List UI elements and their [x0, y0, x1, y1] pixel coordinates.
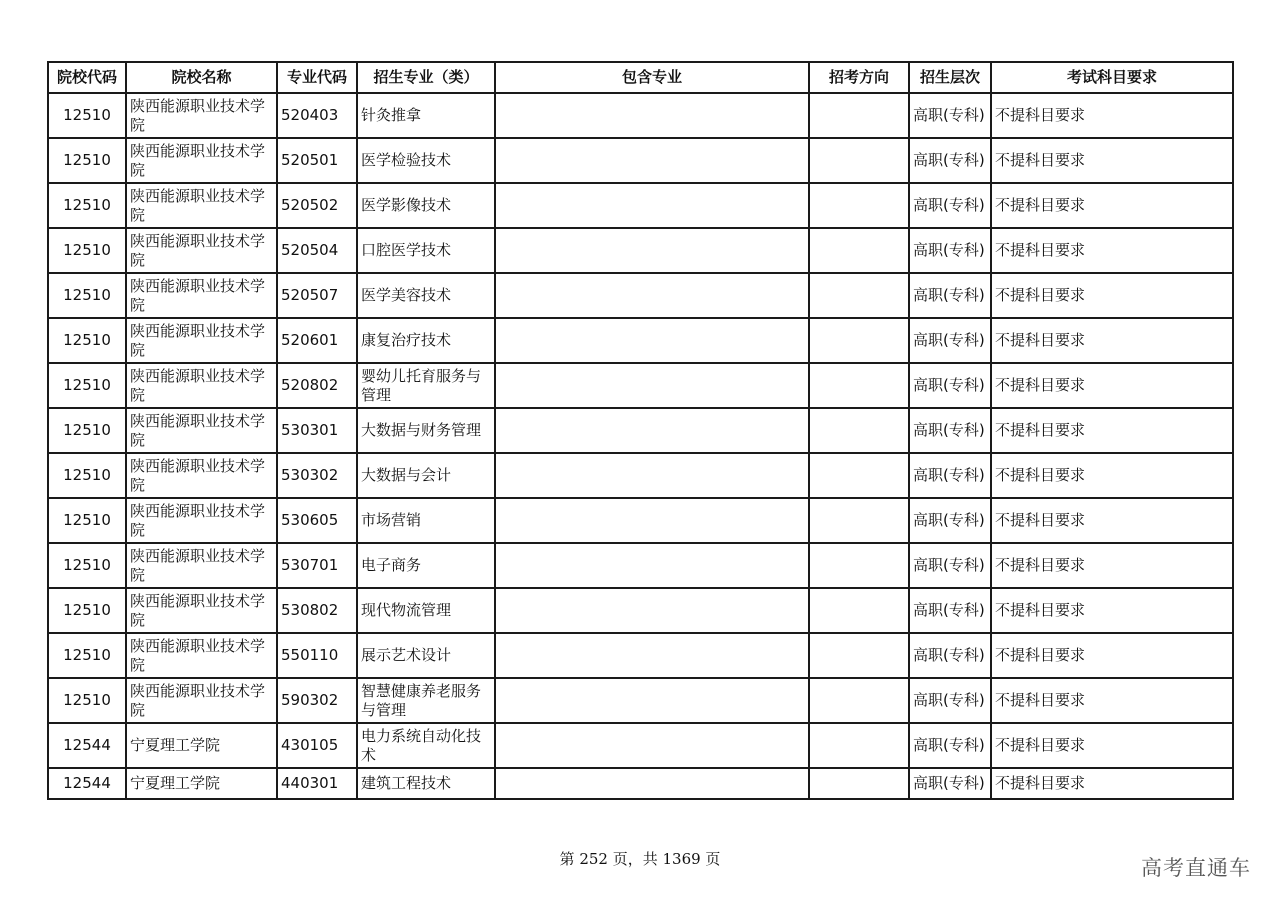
cell-major-code: 440301 [277, 768, 357, 799]
cell-school-code: 12510 [48, 453, 126, 498]
cell-requirement: 不提科目要求 [991, 363, 1233, 408]
cell-major-code: 530701 [277, 543, 357, 588]
cell-direction [809, 408, 909, 453]
cell-school-name: 陕西能源职业技术学院 [126, 498, 277, 543]
cell-included-majors [495, 273, 809, 318]
table-body [48, 93, 1233, 799]
cell-level: 高职(专科) [909, 678, 991, 723]
cell-school-code: 12510 [48, 318, 126, 363]
cell-school-code: 12544 [48, 723, 126, 768]
cell-major: 针灸推拿 [357, 93, 495, 138]
cell-school-code: 12510 [48, 678, 126, 723]
cell-requirement: 不提科目要求 [991, 318, 1233, 363]
cell-requirement: 不提科目要求 [991, 228, 1233, 273]
table-row [48, 498, 1233, 543]
cell-school-name: 陕西能源职业技术学院 [126, 93, 277, 138]
cell-direction [809, 273, 909, 318]
cell-major: 现代物流管理 [357, 588, 495, 633]
cell-major: 口腔医学技术 [357, 228, 495, 273]
cell-major: 康复治疗技术 [357, 318, 495, 363]
header-school-name: 院校名称 [126, 62, 277, 93]
header-major: 招生专业（类） [357, 62, 495, 93]
cell-school-name: 陕西能源职业技术学院 [126, 453, 277, 498]
cell-requirement: 不提科目要求 [991, 453, 1233, 498]
cell-direction [809, 543, 909, 588]
cell-school-name: 陕西能源职业技术学院 [126, 138, 277, 183]
header-included-majors: 包含专业 [495, 62, 809, 93]
cell-major-code: 430105 [277, 723, 357, 768]
cell-school-name: 陕西能源职业技术学院 [126, 678, 277, 723]
cell-major: 医学影像技术 [357, 183, 495, 228]
watermark: 高考直通车 [1141, 856, 1251, 880]
cell-major: 电子商务 [357, 543, 495, 588]
cell-requirement: 不提科目要求 [991, 543, 1233, 588]
cell-level: 高职(专科) [909, 453, 991, 498]
cell-major-code: 520601 [277, 318, 357, 363]
cell-included-majors [495, 93, 809, 138]
cell-level: 高职(专科) [909, 768, 991, 799]
cell-school-name: 陕西能源职业技术学院 [126, 228, 277, 273]
cell-direction [809, 633, 909, 678]
cell-major: 市场营销 [357, 498, 495, 543]
cell-included-majors [495, 408, 809, 453]
cell-included-majors [495, 228, 809, 273]
cell-school-code: 12510 [48, 273, 126, 318]
cell-major-code: 550110 [277, 633, 357, 678]
cell-major-code: 530301 [277, 408, 357, 453]
cell-direction [809, 588, 909, 633]
cell-direction [809, 453, 909, 498]
cell-school-code: 12510 [48, 588, 126, 633]
cell-included-majors [495, 678, 809, 723]
cell-requirement: 不提科目要求 [991, 498, 1233, 543]
cell-school-name: 宁夏理工学院 [126, 723, 277, 768]
cell-major-code: 530302 [277, 453, 357, 498]
cell-included-majors [495, 363, 809, 408]
cell-direction [809, 318, 909, 363]
table-row [48, 588, 1233, 633]
page-number: 第 252 页，共 1369 页 [559, 850, 721, 868]
cell-major: 智慧健康养老服务与管理 [357, 678, 495, 723]
table-row [48, 453, 1233, 498]
cell-direction [809, 723, 909, 768]
cell-direction [809, 768, 909, 799]
table-row [48, 228, 1233, 273]
cell-major-code: 520507 [277, 273, 357, 318]
cell-school-name: 陕西能源职业技术学院 [126, 273, 277, 318]
cell-level: 高职(专科) [909, 408, 991, 453]
cell-school-name: 宁夏理工学院 [126, 768, 277, 799]
cell-requirement: 不提科目要求 [991, 588, 1233, 633]
cell-major: 建筑工程技术 [357, 768, 495, 799]
cell-major-code: 520501 [277, 138, 357, 183]
cell-level: 高职(专科) [909, 93, 991, 138]
cell-included-majors [495, 768, 809, 799]
table-row [48, 633, 1233, 678]
table-row [48, 543, 1233, 588]
cell-major-code: 530802 [277, 588, 357, 633]
cell-major: 展示艺术设计 [357, 633, 495, 678]
cell-included-majors [495, 318, 809, 363]
header-requirement: 考试科目要求 [991, 62, 1233, 93]
cell-major-code: 590302 [277, 678, 357, 723]
cell-direction [809, 678, 909, 723]
admissions-table [47, 61, 1234, 800]
cell-school-code: 12510 [48, 408, 126, 453]
cell-level: 高职(专科) [909, 273, 991, 318]
cell-major-code: 520502 [277, 183, 357, 228]
cell-school-code: 12510 [48, 543, 126, 588]
cell-major-code: 530605 [277, 498, 357, 543]
cell-school-name: 陕西能源职业技术学院 [126, 633, 277, 678]
cell-school-code: 12544 [48, 768, 126, 799]
cell-included-majors [495, 183, 809, 228]
table-row [48, 93, 1233, 138]
cell-included-majors [495, 453, 809, 498]
header-school-code: 院校代码 [48, 62, 126, 93]
cell-direction [809, 183, 909, 228]
cell-school-code: 12510 [48, 138, 126, 183]
cell-major: 大数据与财务管理 [357, 408, 495, 453]
cell-level: 高职(专科) [909, 633, 991, 678]
cell-requirement: 不提科目要求 [991, 723, 1233, 768]
cell-school-name: 陕西能源职业技术学院 [126, 408, 277, 453]
cell-included-majors [495, 633, 809, 678]
cell-major: 电力系统自动化技术 [357, 723, 495, 768]
cell-requirement: 不提科目要求 [991, 633, 1233, 678]
cell-direction [809, 363, 909, 408]
cell-requirement: 不提科目要求 [991, 408, 1233, 453]
cell-school-name: 陕西能源职业技术学院 [126, 318, 277, 363]
cell-school-name: 陕西能源职业技术学院 [126, 183, 277, 228]
cell-level: 高职(专科) [909, 498, 991, 543]
cell-included-majors [495, 498, 809, 543]
cell-requirement: 不提科目要求 [991, 93, 1233, 138]
cell-school-code: 12510 [48, 498, 126, 543]
table-row [48, 768, 1233, 799]
cell-requirement: 不提科目要求 [991, 273, 1233, 318]
cell-requirement: 不提科目要求 [991, 678, 1233, 723]
cell-level: 高职(专科) [909, 363, 991, 408]
header-level: 招生层次 [909, 62, 991, 93]
table-row [48, 363, 1233, 408]
cell-requirement: 不提科目要求 [991, 768, 1233, 799]
cell-level: 高职(专科) [909, 318, 991, 363]
table-row [48, 723, 1233, 768]
cell-major-code: 520802 [277, 363, 357, 408]
cell-school-code: 12510 [48, 228, 126, 273]
cell-direction [809, 228, 909, 273]
cell-school-code: 12510 [48, 363, 126, 408]
cell-major: 医学检验技术 [357, 138, 495, 183]
cell-included-majors [495, 723, 809, 768]
cell-school-code: 12510 [48, 93, 126, 138]
cell-major: 大数据与会计 [357, 453, 495, 498]
cell-direction [809, 138, 909, 183]
table-row [48, 183, 1233, 228]
table-row [48, 318, 1233, 363]
cell-direction [809, 498, 909, 543]
table-row [48, 273, 1233, 318]
cell-included-majors [495, 138, 809, 183]
cell-school-code: 12510 [48, 633, 126, 678]
cell-major-code: 520504 [277, 228, 357, 273]
cell-major: 医学美容技术 [357, 273, 495, 318]
cell-requirement: 不提科目要求 [991, 183, 1233, 228]
cell-school-name: 陕西能源职业技术学院 [126, 543, 277, 588]
cell-school-name: 陕西能源职业技术学院 [126, 588, 277, 633]
table-row [48, 138, 1233, 183]
cell-included-majors [495, 543, 809, 588]
table-row [48, 678, 1233, 723]
cell-included-majors [495, 588, 809, 633]
table-header-row [48, 62, 1233, 93]
header-major-code: 专业代码 [277, 62, 357, 93]
cell-major-code: 520403 [277, 93, 357, 138]
cell-level: 高职(专科) [909, 588, 991, 633]
cell-requirement: 不提科目要求 [991, 138, 1233, 183]
cell-level: 高职(专科) [909, 723, 991, 768]
header-direction: 招考方向 [809, 62, 909, 93]
cell-school-name: 陕西能源职业技术学院 [126, 363, 277, 408]
cell-major: 婴幼儿托育服务与管理 [357, 363, 495, 408]
cell-level: 高职(专科) [909, 543, 991, 588]
cell-level: 高职(专科) [909, 183, 991, 228]
cell-direction [809, 93, 909, 138]
cell-school-code: 12510 [48, 183, 126, 228]
cell-level: 高职(专科) [909, 228, 991, 273]
cell-level: 高职(专科) [909, 138, 991, 183]
table-row [48, 408, 1233, 453]
